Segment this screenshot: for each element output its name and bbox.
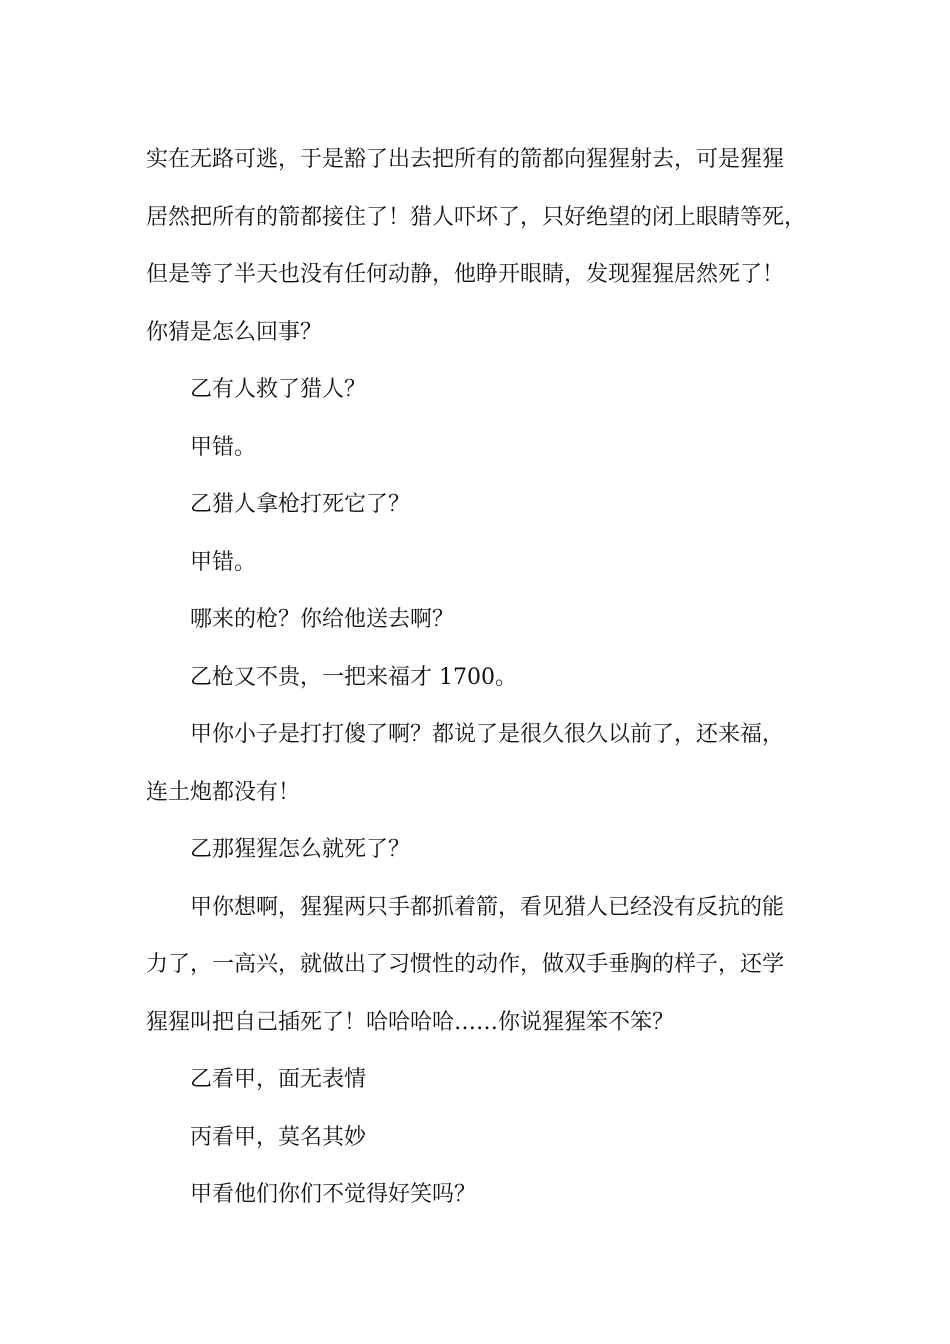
dialogue-line: 乙看甲，面无表情 — [190, 1067, 367, 1092]
dialogue-line: 乙枪又不贵，一把来福才 1700。 — [190, 664, 517, 690]
text-line: 你猜是怎么回事？ — [146, 319, 323, 345]
dialogue-line: 甲看他们你们不觉得好笑吗？ — [190, 1182, 477, 1207]
text-line: 连土炮都没有！ — [146, 779, 301, 805]
text-line: 力了，一高兴，就做出了习惯性的动作，做双手垂胸的样子，还学 — [146, 952, 785, 977]
dialogue-line: 甲你想啊，猩猩两只手都抓着箭，看见猎人已经没有反抗的能 — [190, 894, 785, 920]
document-text — [146, 131, 836, 1224]
text-line: 但是等了半天也没有任何动静，他睁开眼睛，发现猩猩居然死了！ — [146, 262, 785, 287]
text-line: 居然把所有的箭都接住了！猎人吓坏了，只好绝望的闭上眼睛等死， — [146, 204, 807, 230]
dialogue-line: 乙有人救了猎人？ — [190, 377, 367, 402]
dialogue-line: 丙看甲，莫名其妙 — [190, 1124, 367, 1150]
text-line: 猩猩叫把自己插死了！哈哈哈哈……你说猩猩笨不笨？ — [146, 1009, 675, 1035]
dialogue-line: 甲错。 — [190, 549, 257, 575]
text-line: 实在无路可逃，于是豁了出去把所有的箭都向猩猩射去，可是猩猩 — [146, 147, 785, 172]
dialogue-line: 乙猎人拿枪打死它了？ — [190, 492, 411, 517]
dialogue-line: 甲你小子是打打傻了啊？都说了是很久很久以前了，还来福， — [190, 722, 785, 747]
dialogue-line: 乙那猩猩怎么就死了？ — [190, 837, 411, 862]
dialogue-line: 甲错。 — [190, 434, 257, 460]
dialogue-line: 哪来的枪？你给他送去啊？ — [190, 607, 455, 632]
